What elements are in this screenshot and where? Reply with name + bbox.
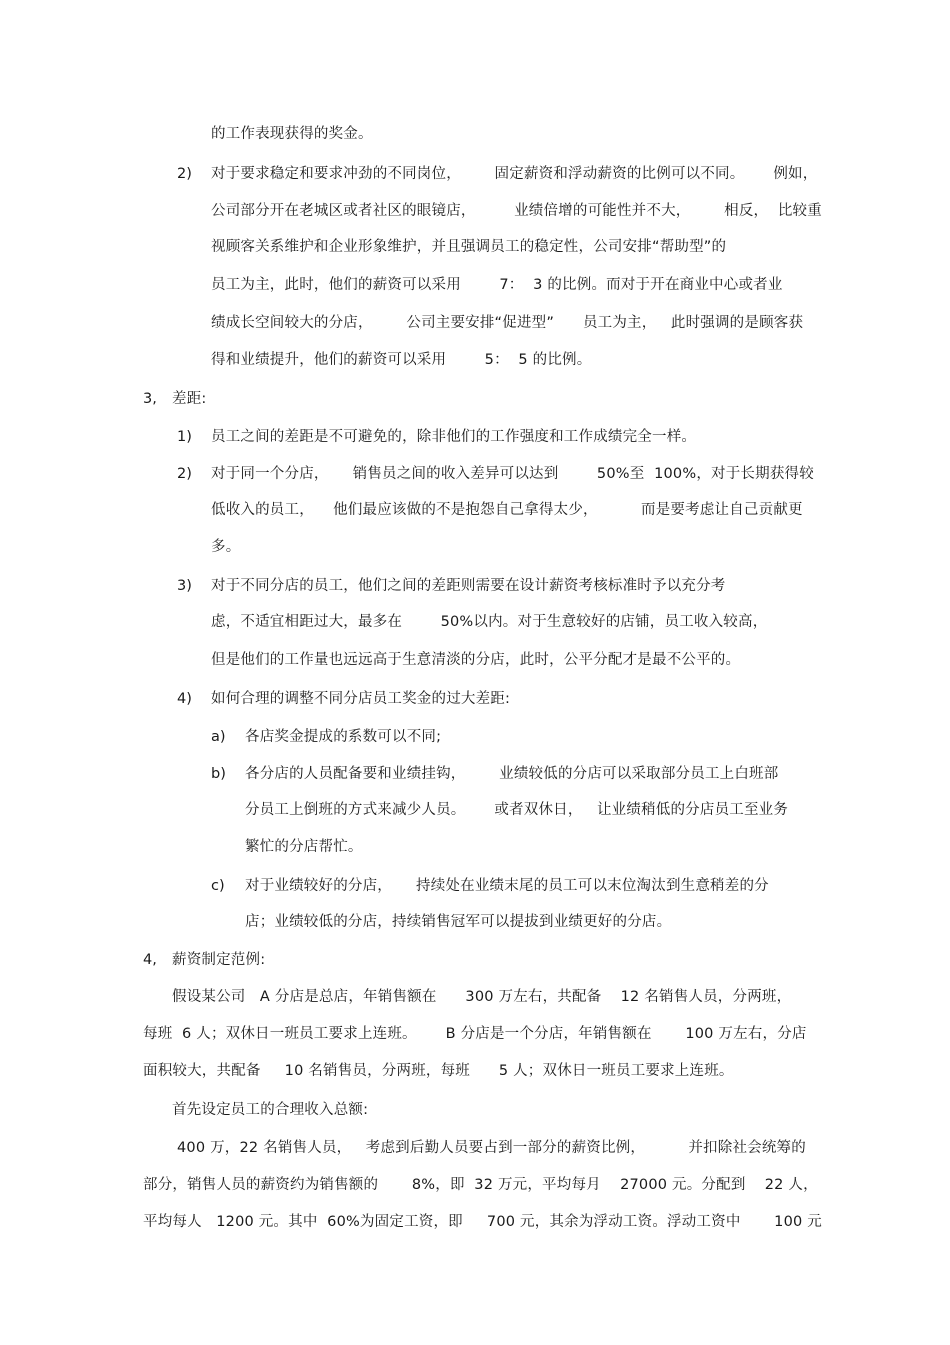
paragraph-line: 低收入的员工， 他们最应该做的不是抱怨自己拿得太少， 而是要考虑让自己贡献更	[211, 502, 803, 518]
paragraph-line: 400 万，22 名销售人员， 考虑到后勤人员要占到一部分的薪资比例， 并扣除社会统筹的	[177, 1140, 806, 1156]
paragraph-line: 得和业绩提升，他们的薪资可以采用 5： 5 的比例。	[211, 352, 592, 368]
paragraph-line: 但是他们的工作量也远远高于生意清淡的分店，此时，公平分配才是最不公平的。	[211, 652, 741, 668]
paragraph-line: 各分店的人员配备要和业绩挂钩， 业绩较低的分店可以采取部分员工上白班部	[245, 766, 779, 782]
subitem-letter: b)	[211, 766, 226, 782]
item-number: 3)	[177, 578, 192, 594]
paragraph-line: 假设某公司 A 分店是总店，年销售额在 300 万左右，共配备 12 名销售人员，分两班，	[172, 989, 792, 1005]
paragraph-line: 首先设定员工的合理收入总额:	[172, 1102, 369, 1118]
paragraph-line: 对于同一个分店， 销售员之间的收入差异可以达到 50%至 100%，对于长期获得较	[211, 466, 814, 482]
paragraph-line: 员工为主，此时，他们的薪资可以采用 7： 3 的比例。而对于开在商业中心或者业	[211, 277, 783, 293]
paragraph-line: 各店奖金提成的系数可以不同;	[245, 729, 442, 745]
section-number: 4,	[143, 952, 157, 968]
section-number: 3,	[143, 391, 157, 407]
paragraph-line: 对于不同分店的员工，他们之间的差距则需要在设计薪资考核标准时予以充分考	[211, 578, 726, 594]
item-number: 2)	[177, 466, 192, 482]
paragraph-line: 店；业绩较低的分店，持续销售冠军可以提拔到业绩更好的分店。	[245, 914, 672, 930]
paragraph-line: 面积较大，共配备 10 名销售员，分两班，每班 5 人；双休日一班员工要求上连班。	[143, 1063, 734, 1079]
paragraph-line: 绩成长空间较大的分店， 公司主要安排“促进型” 员工为主， 此时强调的是顾客获	[211, 315, 804, 331]
section-title: 差距:	[172, 391, 207, 407]
paragraph-line: 繁忙的分店帮忙。	[245, 839, 363, 855]
paragraph-line: 视顾客关系维护和企业形象维护，并且强调员工的稳定性，公司安排“帮助型”的	[211, 239, 727, 255]
paragraph-line: 多。	[211, 539, 241, 555]
paragraph-line: 对于要求稳定和要求冲劲的不同岗位， 固定薪资和浮动薪资的比例可以不同。 例如，	[211, 166, 818, 182]
item-number: 1)	[177, 429, 192, 445]
item-number: 4)	[177, 691, 192, 707]
continuation-line: 的工作表现获得的奖金。	[211, 126, 373, 142]
paragraph-line: 每班 6 人；双休日一班员工要求上连班。 B 分店是一个分店，年销售额在 100 万左右，分店	[143, 1026, 807, 1042]
paragraph-line: 如何合理的调整不同分店员工奖金的过大差距:	[211, 691, 511, 707]
item-number: 2)	[177, 166, 192, 182]
paragraph-line: 分员工上倒班的方式来减少人员。 或者双休日， 让业绩稍低的分店员工至业务	[245, 802, 789, 818]
subitem-letter: a)	[211, 729, 226, 745]
paragraph-line: 部分，销售人员的薪资约为销售额的 8%，即 32 万元，平均每月 27000 元。分配到 22 人，	[143, 1177, 818, 1193]
paragraph-line: 虑，不适宜相距过大，最多在 50%以内。对于生意较好的店铺，员工收入较高，	[211, 614, 768, 630]
paragraph-line: 公司部分开在老城区或者社区的眼镜店， 业绩倍增的可能性并不大， 相反， 比较重	[211, 203, 822, 219]
paragraph-line: 对于业绩较好的分店， 持续处在业绩末尾的员工可以末位淘汰到生意稍差的分	[245, 878, 769, 894]
paragraph-line: 员工之间的差距是不可避免的，除非他们的工作强度和工作成绩完全一样。	[211, 429, 697, 445]
section-title: 薪资制定范例:	[172, 952, 266, 968]
subitem-letter: c)	[211, 878, 225, 894]
paragraph-line: 平均每人 1200 元。其中 60%为固定工资，即 700 元，其余为浮动工资。浮动工资中 100 元	[143, 1214, 822, 1230]
